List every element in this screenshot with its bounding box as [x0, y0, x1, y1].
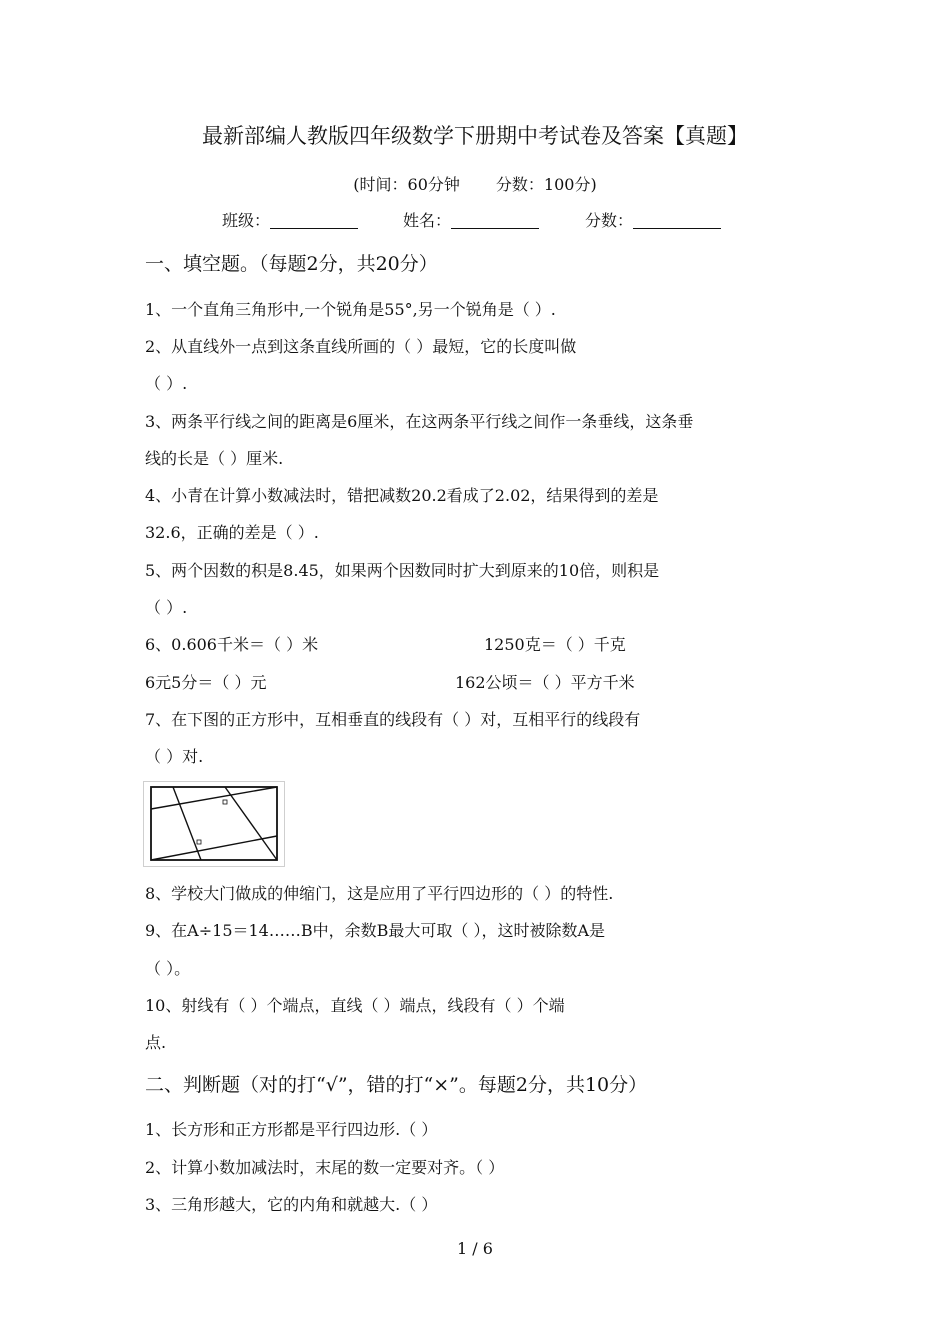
- question-line: 线的长是（ ）厘米.: [145, 449, 284, 468]
- question-line: 32.6，正确的差是（ ）.: [145, 523, 319, 542]
- question-line: 点.: [145, 1033, 167, 1052]
- score-info: 分数：100分): [495, 175, 597, 194]
- exam-subtitle: [0, 172, 950, 195]
- class-field: [222, 208, 358, 231]
- question6-part-c: 6元5分＝（ ）元: [145, 673, 267, 692]
- question-line: 2、从直线外一点到这条直线所画的（ ）最短，它的长度叫做: [145, 337, 577, 356]
- time-info: (时间：60分钟: [353, 175, 460, 194]
- question-line: 8、学校大门做成的伸缩门，这是应用了平行四边形的（ ）的特性.: [145, 884, 614, 903]
- question-line: （ ）对.: [145, 747, 204, 766]
- question-line: 3、三角形越大，它的内角和就越大.（ ）: [145, 1195, 438, 1214]
- name-field: [403, 208, 539, 231]
- square-diagram: [143, 781, 285, 867]
- question6-part-b: 1250克＝（ ）千克: [484, 635, 626, 654]
- score-field: [585, 208, 721, 231]
- score-label: 分数：: [585, 211, 634, 230]
- section1-heading: 一、填空题。（每题2分，共20分）: [145, 253, 438, 275]
- exam-title: 最新部编人教版四年级数学下册期中考试卷及答案【真题】: [202, 124, 748, 148]
- class-blank[interactable]: [270, 210, 358, 229]
- question6-part-d: 162公顷＝（ ）平方千米: [455, 673, 635, 692]
- question-line: （ ）.: [145, 374, 188, 393]
- question-line: 9、在A÷15＝14……B中，余数B最大可取（ ），这时被除数A是: [145, 921, 606, 940]
- class-label: 班级：: [222, 211, 271, 230]
- page-number: 1 / 6: [457, 1239, 493, 1258]
- section2-heading: 二、判断题（对的打“√”，错的打“×”。每题2分，共10分）: [145, 1074, 648, 1096]
- question-line: 7、在下图的正方形中，互相垂直的线段有（ ）对，互相平行的线段有: [145, 710, 641, 729]
- question6-part-a: 6、0.606千米＝（ ）米: [145, 635, 319, 654]
- question-line: 2、计算小数加减法时，末尾的数一定要对齐。（ ）: [145, 1158, 505, 1177]
- question-line: 1、一个直角三角形中,一个锐角是55°,另一个锐角是（ ）.: [145, 300, 556, 319]
- name-blank[interactable]: [451, 210, 539, 229]
- question-line: 10、射线有（ ）个端点，直线（ ）端点，线段有（ ）个端: [145, 996, 565, 1015]
- question-line: 5、两个因数的积是8.45，如果两个因数同时扩大到原来的10倍，则积是: [145, 561, 660, 580]
- question-line: 4、小青在计算小数减法时，错把减数20.2看成了2.02，结果得到的差是: [145, 486, 659, 505]
- question-line: （ ）.: [145, 598, 188, 617]
- question-line: （ ）。: [145, 959, 191, 978]
- question-line: 1、长方形和正方形都是平行四边形.（ ）: [145, 1120, 438, 1139]
- question-line: 3、两条平行线之间的距离是6厘米，在这两条平行线之间作一条垂线，这条垂: [145, 412, 694, 431]
- score-blank[interactable]: [633, 210, 721, 229]
- name-label: 姓名：: [403, 211, 452, 230]
